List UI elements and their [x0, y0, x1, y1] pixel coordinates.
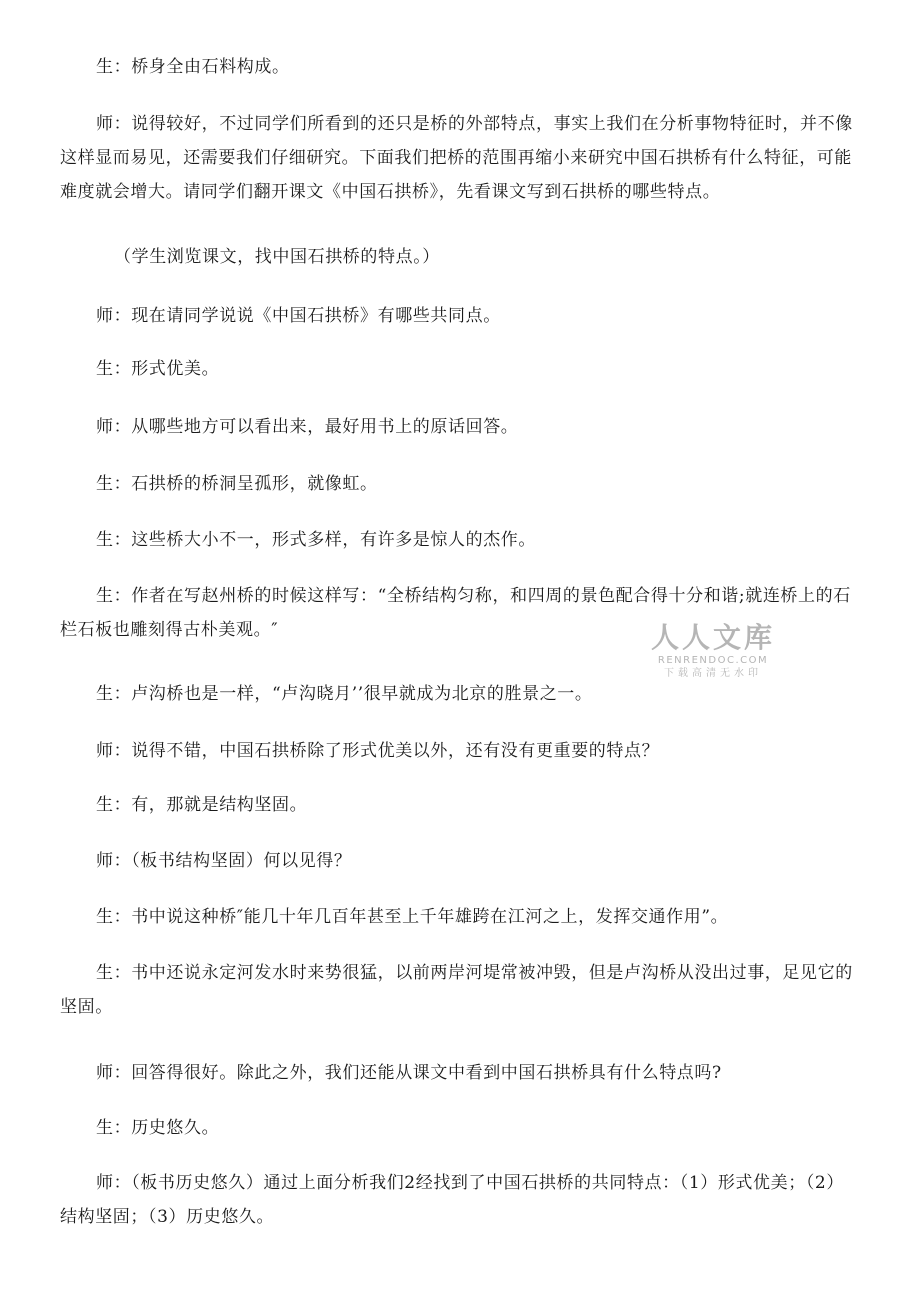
paragraph: 生：历史悠久。: [96, 1118, 220, 1138]
paragraph: 生：书中说这种桥″能几十年几百年甚至上千年雄跨在江河之上，发挥交通作用”。: [96, 907, 729, 927]
paragraph: 生：有，那就是结构坚固。: [96, 795, 308, 815]
paragraph: 生：石拱桥的桥洞呈孤形，就像虹。: [96, 474, 378, 494]
paragraph: 师：回答得很好。除此之外，我们还能从课文中看到中国石拱桥具有什么特点吗?: [96, 1063, 722, 1083]
paragraph: 师：说得较好，不过同学们所看到的还只是桥的外部特点，事实上我们在分析事物特征时，并不像这样显而易见，还需要我们仔细研究。下面我们把桥的范围再缩小来研究中国石拱桥有什么特征，可能难度就会增大。请同学们翻开课文《中国石拱桥》，先看课文写到石拱桥的哪些特点。: [60, 114, 853, 202]
watermark-domain: RENRENDOC.COM: [657, 655, 769, 666]
paragraph: 师：说得不错，中国石拱桥除了形式优美以外，还有没有更重要的特点？: [96, 741, 660, 761]
watermark-title: 人人文库: [650, 621, 775, 654]
paragraph: （学生浏览课文，找中国石拱桥的特点。）: [114, 247, 440, 267]
paragraph: 师：现在请同学说说《中国石拱桥》有哪些共同点。: [96, 306, 501, 326]
paragraph: 师：（板书历史悠久）通过上面分析我们2经找到了中国石拱桥的共同特点：（1）形式优美；（2）结构坚固；（3）历史悠久。: [60, 1173, 844, 1227]
paragraph: 生：形式优美。: [96, 359, 220, 379]
paragraph: 生：这些桥大小不一，形式多样，有许多是惊人的杰作。: [96, 530, 536, 550]
paragraph: 生：卢沟桥也是一样，“卢沟晓月’’很早就成为北京的胜景之一。: [96, 684, 593, 704]
watermark: [648, 622, 778, 680]
paragraph: 师：（板书结构坚固）何以见得？: [96, 851, 352, 871]
watermark-subtitle: 下载高清无水印: [664, 668, 762, 679]
paragraph: 生：桥身全由石料构成。: [96, 57, 290, 77]
paragraph: 师：从哪些地方可以看出来，最好用书上的原话回答。: [96, 417, 519, 437]
paragraph: 生：作者在写赵州桥的时候这样写：“全桥结构匀称，和四周的景色配合得十分和谐;就连桥上的石栏石板也雕刻得古朴美观。″: [60, 586, 851, 640]
paragraph: 生：书中还说永定河发水时来势很猛，以前两岸河堤常被冲毁，但是卢沟桥从没出过事，足见它的坚固。: [60, 963, 853, 1017]
